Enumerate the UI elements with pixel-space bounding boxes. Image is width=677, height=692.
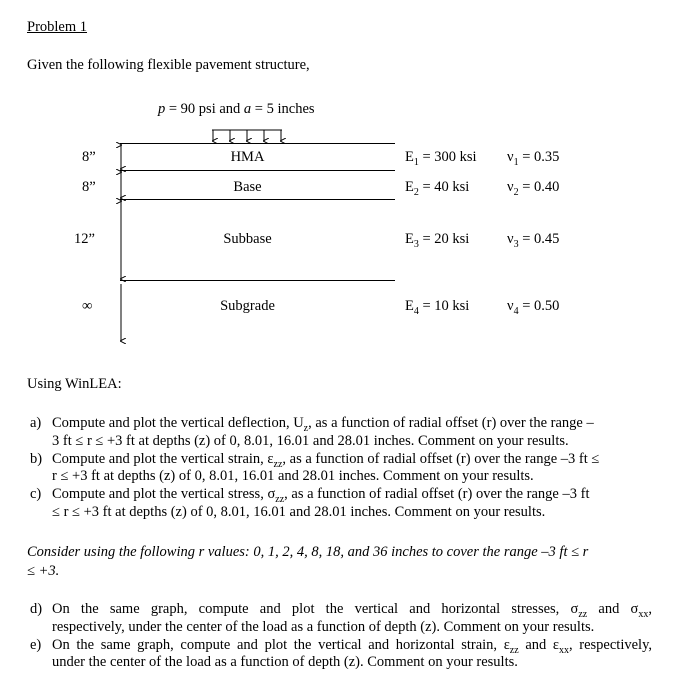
layer-properties (405, 149, 559, 166)
text-line: On the same graph, compute and plot the vertical and horizontal stresses, $\sigma_{zz}$ and $\sigma_{xx}$, (52, 601, 652, 620)
load-arrows (212, 130, 282, 141)
modulus: $E_2 = 40$ ksi (405, 179, 470, 198)
layer-thickness: 12” (74, 231, 95, 247)
question-item (30, 486, 652, 522)
text-line: Compute and plot the vertical strain, $\varepsilon_{zz}$, as a function of radial offset (r) over the range –3 ft ≤ (52, 450, 600, 470)
item-marker: a) (30, 415, 42, 431)
poisson-ratio: $\nu_1 = 0.35$ (507, 149, 560, 168)
text-line: r ≤ +3 ft at depths (z) of 0, 8.01, 16.01 and 28.01 inches. Comment on your results. (52, 468, 534, 485)
text-line: respectively, under the center of the load as a function of depth (z). Comment on your results. (52, 618, 595, 635)
poisson-ratio: $\nu_2 = 0.40$ (507, 179, 560, 198)
modulus: $E_3 = 20$ ksi (405, 231, 470, 250)
layer-name: Subgrade (220, 298, 275, 314)
text-line: 3 ft ≤ r ≤ +3 ft at depths (z) of 0, 8.01, 16.01 and 28.01 inches. Comment on your results. (52, 432, 569, 449)
text-line: under the center of the load as a function of depth (z). Comment on your results. (52, 654, 518, 671)
text-line: On the same graph, compute and plot the vertical and horizontal strain, $\varepsilon_{zz}$ and $\varepsilon_{xx}$, respectively, (52, 636, 652, 656)
poisson-ratio: $\nu_3 = 0.45$ (507, 231, 560, 250)
load-label: p = 90 psi and a = 5 inches (158, 101, 315, 117)
using-winlea-text: Using WinLEA: (27, 376, 122, 392)
text-line: Consider using the following r values: 0, 1, 2, 4, 8, 18, and 36 inches to cover the range –3 ft ≤ r (27, 544, 589, 560)
question-item (30, 601, 652, 637)
text-line: Compute and plot the vertical stress, $\sigma_{zz}$, as a function of radial offset (r) over the range –3 ft (52, 486, 590, 506)
layer-name: HMA (230, 149, 265, 165)
poisson-ratio: $\nu_4 = 0.50$ (507, 298, 560, 317)
item-marker: d) (30, 601, 43, 617)
problem-title: Problem 1 (27, 19, 88, 35)
layer-name: Subbase (223, 231, 272, 247)
question-list-de (30, 601, 652, 672)
layer-properties (405, 179, 559, 196)
layer-thickness: ∞ (82, 298, 93, 314)
question-list-abc (30, 415, 652, 522)
item-marker: b) (30, 450, 43, 467)
modulus: $E_4 = 10$ ksi (405, 298, 470, 317)
layer-properties (405, 298, 559, 315)
question-item (30, 637, 652, 673)
text-line: Compute and plot the vertical deflection, $U_z$, as a function of radial offset (r) over the range – (52, 415, 594, 434)
question-item (30, 415, 652, 451)
layer-thickness: 8” (82, 149, 96, 165)
text-line: ≤ r ≤ +3 ft at depths (z) of 0, 8.01, 16.01 and 28.01 inches. Comment on your results. (52, 503, 546, 520)
modulus: $E_1 = 300$ ksi (405, 149, 477, 168)
item-marker: c) (30, 486, 42, 503)
layer-thickness: 8” (82, 179, 96, 195)
question-item (30, 451, 652, 487)
intro-text: Given the following flexible pavement structure, (27, 57, 310, 73)
item-marker: e) (30, 636, 42, 653)
text-line: ≤ +3. (27, 563, 60, 580)
r-values-note (27, 544, 652, 583)
layer-name: Base (233, 179, 262, 195)
layer-properties (405, 231, 559, 248)
